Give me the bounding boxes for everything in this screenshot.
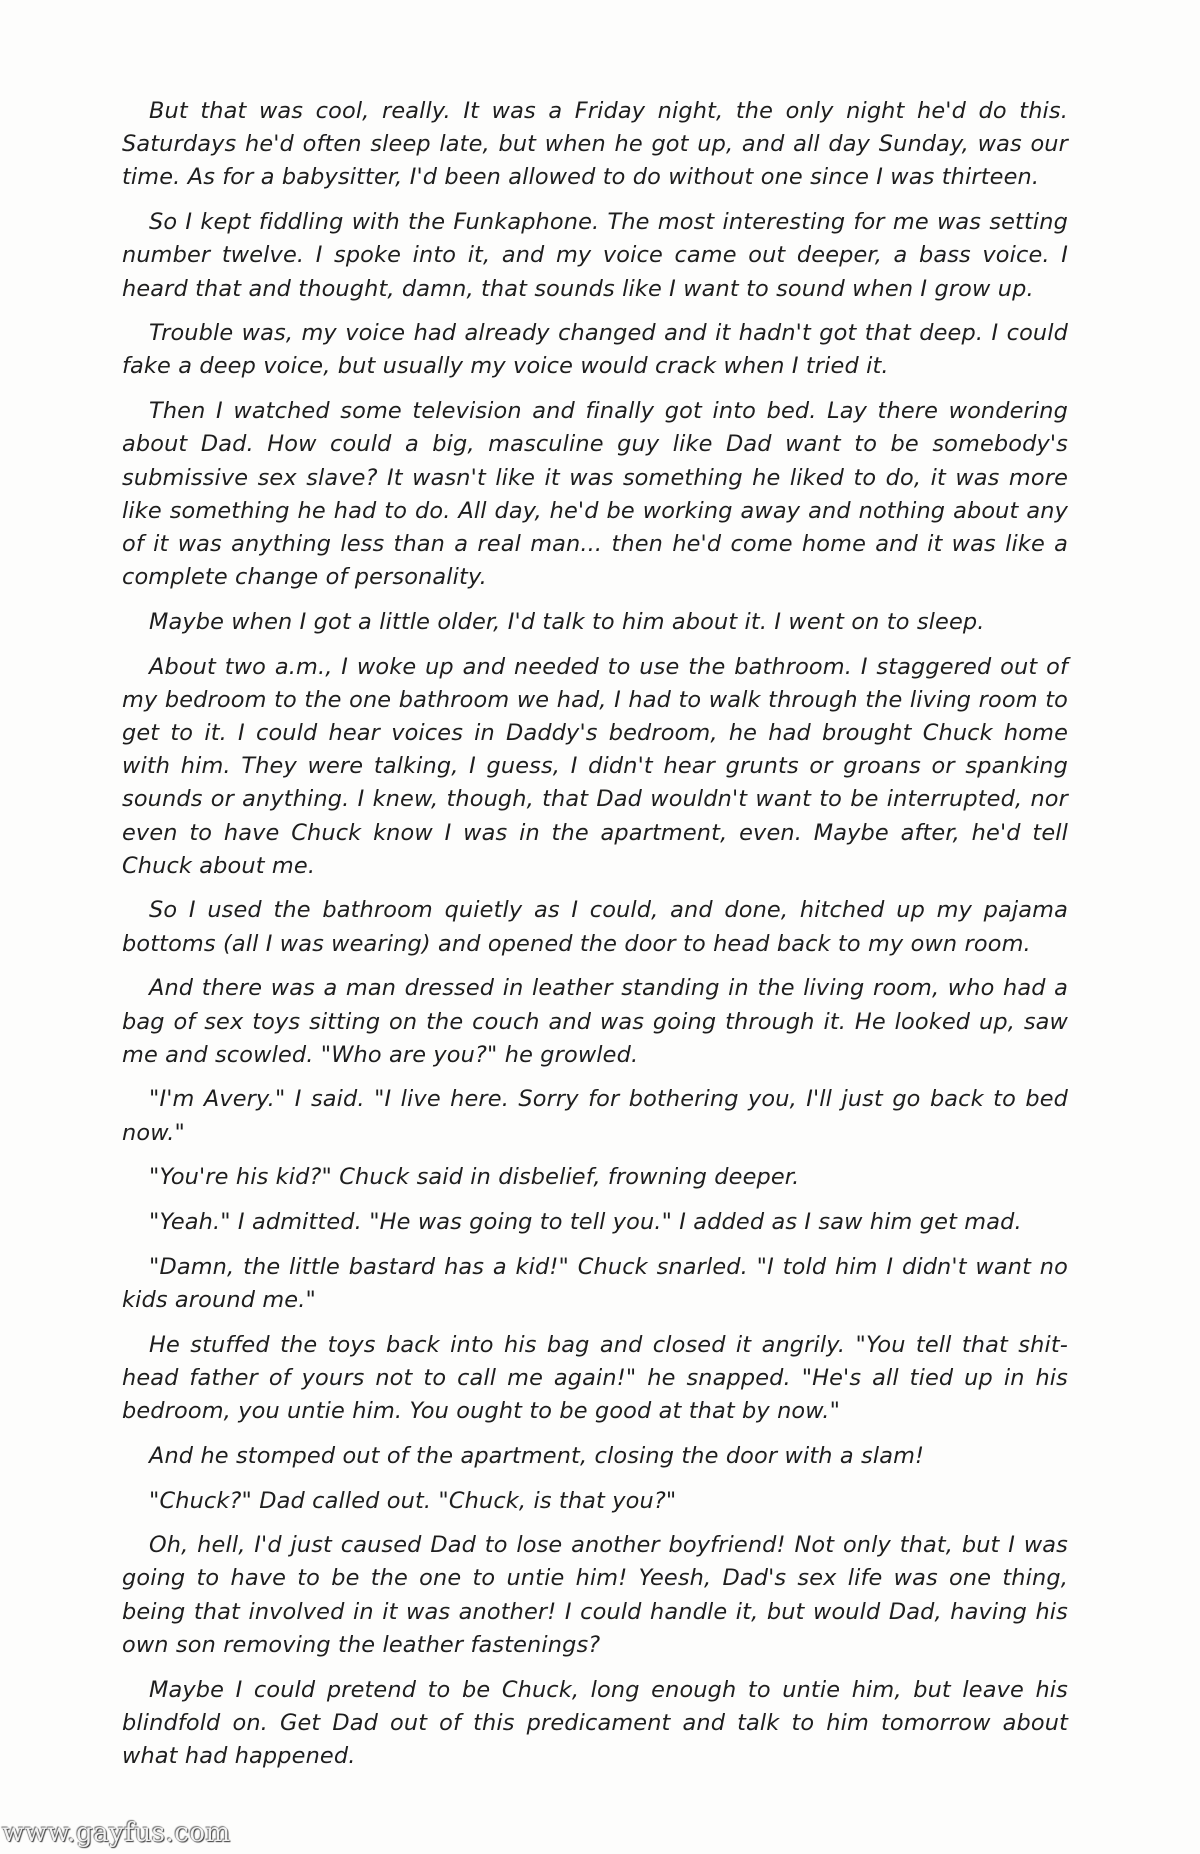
- paragraph-14: And he stomped out of the apartment, closing the door with a slam!: [149, 1442, 925, 1469]
- paragraph-9: "I'm Avery." I said. "I live here. Sorry for bothering you, I'll just go back to bed now.": [122, 1086, 1068, 1146]
- watermark-text: www.gayfus.com: [2, 1818, 231, 1848]
- story-text: [122, 95, 1068, 1785]
- paragraph-2: So I kept fiddling with the Funkaphone. The most interesting for me was setting number twelve. I spoke into it, and my voice came out deeper, a bass voice. I heard that and thought, damn, that sounds like I want to sound when I grow up.: [122, 209, 1068, 302]
- paragraph-6: About two a.m., I woke up and needed to use the bathroom. I staggered out of my bedroom to the one bathroom we had, I had to walk through the living room to get to it. I could hear voices in Daddy's bedroom, he had brought Chuck home with him. They were talking, I guess, I didn't hear grunts or groans or spanking sounds or anything. I knew, though, that Dad wouldn't want to be interrupted, nor even to have Chuck know I was in the apartment, even. Maybe after, he'd tell Chuck about me.: [122, 653, 1068, 879]
- paragraph-16: Oh, hell, I'd just caused Dad to lose another boyfriend! Not only that, but I was going to have to be the one to untie him! Yeesh, Dad's sex life was one thing, being that involved in it was another! I could handle it, but would Dad, having his own son removing the leather fastenings?: [122, 1532, 1068, 1658]
- paragraph-11: "Yeah." I admitted. "He was going to tell you." I added as I saw him get mad.: [149, 1209, 1022, 1236]
- paragraph-4: Then I watched some television and finally got into bed. Lay there wondering about Dad. How could a big, masculine guy like Dad want to be somebody's submissive sex slave? It wasn't like it was something he liked to do, it was more like something he had to do. All day, he'd be working away and nothing about any of it was anything less than a real man... then he'd come home and it was like a complete change of personality.: [122, 398, 1068, 591]
- paragraph-17: Maybe I could pretend to be Chuck, long enough to untie him, but leave his blindfold on. Get Dad out of this predicament and talk to him tomorrow about what had happened.: [122, 1676, 1068, 1769]
- paragraph-5: Maybe when I got a little older, I'd talk to him about it. I went on to sleep.: [149, 608, 985, 635]
- paragraph-7: So I used the bathroom quietly as I could, and done, hitched up my pajama bottoms (all I was wearing) and opened the door to head back to my own room.: [122, 897, 1068, 957]
- paragraph-12: "Damn, the little bastard has a kid!" Chuck snarled. "I told him I didn't want no kids around me.": [122, 1253, 1068, 1313]
- paragraph-15: "Chuck?" Dad called out. "Chuck, is that you?": [149, 1487, 677, 1514]
- paragraph-3: Trouble was, my voice had already changed and it hadn't got that deep. I could fake a deep voice, but usually my voice would crack when I tried it.: [122, 320, 1068, 380]
- paragraph-8: And there was a man dressed in leather standing in the living room, who had a bag of sex toys sitting on the couch and was going through it. He looked up, saw me and scowled. "Who are you?" he growled.: [122, 975, 1068, 1068]
- paragraph-1: But that was cool, really. It was a Friday night, the only night he'd do this. Saturdays he'd often sleep late, but when he got up, and all day Sunday, was our time. As for a babysitter, I'd been allowed to do without one since I was thirteen.: [122, 98, 1068, 191]
- paragraph-10: "You're his kid?" Chuck said in disbelief, frowning deeper.: [149, 1164, 800, 1191]
- paragraph-13: He stuffed the toys back into his bag and closed it angrily. "You tell that shit-head father of yours not to call me again!" he snapped. "He's all tied up in his bedroom, you untie him. You ought to be good at that by now.": [122, 1331, 1068, 1425]
